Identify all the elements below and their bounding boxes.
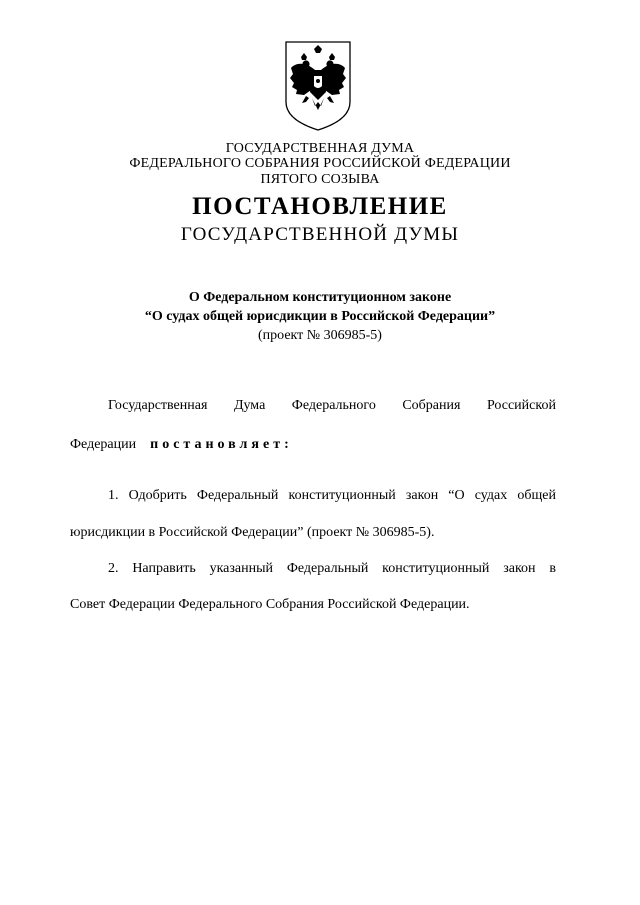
double-headed-eagle-icon: [284, 40, 352, 132]
item-1-line-1: [108, 488, 556, 504]
intro-paragraph-line-2: [70, 437, 556, 453]
subject-line-1: О Федеральном конституционном законе: [188, 290, 452, 305]
item-1-word: Федеральный: [196, 488, 279, 503]
item-2-word: закон: [503, 561, 536, 576]
org-line-assembly: ФЕДЕРАЛЬНОГО СОБРАНИЯ РОССИЙСКОЙ ФЕДЕРАЦИИ: [129, 156, 511, 171]
item-1-word: Одобрить: [128, 488, 187, 503]
item-2-word: Направить: [132, 561, 196, 576]
item-1-word: судах: [474, 488, 508, 503]
item-1-word: 1.: [108, 488, 119, 503]
intro-word: Собрания: [402, 398, 461, 413]
item-1-word: закон: [405, 488, 439, 503]
item-2-line-2: Совет Федерации Федерального Собрания Российской Федерации.: [70, 597, 470, 612]
item-2-word: конституционный: [382, 561, 490, 576]
document-type-subtitle: ГОСУДАРСТВЕННОЙ ДУМЫ: [180, 224, 460, 245]
intro-word: Дума: [233, 398, 266, 413]
item-2-word: Федеральный: [286, 561, 369, 576]
item-2-word: 2.: [108, 561, 119, 576]
subject-project-number: (проект № 306985-5): [258, 328, 382, 343]
coat-of-arms-emblem: [284, 40, 352, 132]
item-2-line-1: [108, 561, 556, 577]
org-line-convocation: ПЯТОГО СОЗЫВА: [260, 172, 380, 187]
intro-word: Российской: [486, 398, 556, 413]
org-line-duma: ГОСУДАРСТВЕННАЯ ДУМА: [225, 141, 415, 156]
item-2-word: в: [549, 561, 556, 576]
document-type-title: ПОСТАНОВЛЕНИЕ: [192, 193, 448, 220]
item-2-word: указанный: [209, 561, 274, 576]
decree-word: постановляет:: [150, 437, 293, 452]
intro-word-federation: Федерации: [70, 437, 137, 452]
intro-word: Государственная: [108, 398, 208, 413]
item-1-word: “О: [448, 488, 465, 503]
subject-law-title: “О судах общей юрисдикции в Российской Федерации”: [144, 309, 496, 324]
item-1-line-2: юрисдикции в Российской Федерации” (проект № 306985-5).: [70, 525, 435, 540]
intro-word: Федерального: [291, 398, 376, 413]
item-1-word: общей: [517, 488, 556, 503]
intro-paragraph-line-1: [108, 398, 556, 414]
item-1-word: конституционный: [288, 488, 396, 503]
